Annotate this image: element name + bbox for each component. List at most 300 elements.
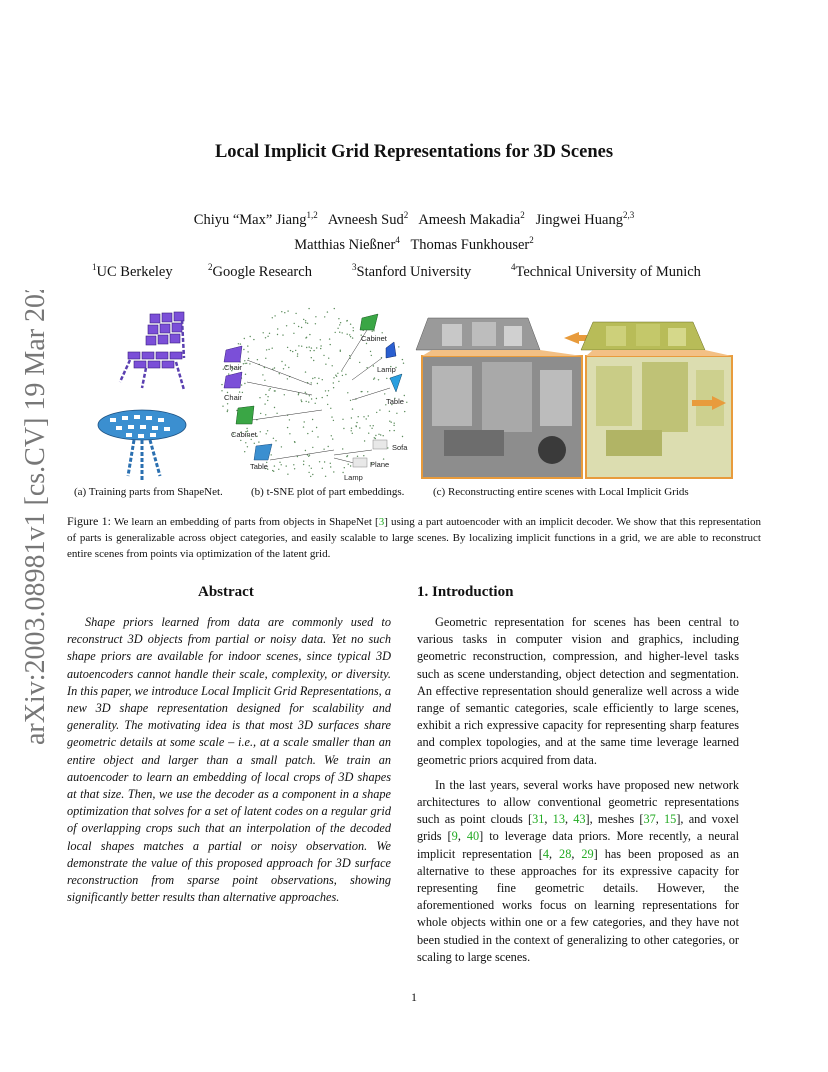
tsne-point (342, 448, 343, 449)
tsne-point (272, 348, 273, 349)
affiliation: $^2$Google Research (208, 262, 312, 280)
tsne-label: Cabinet (361, 334, 387, 343)
subcaption-c: (c) Reconstructing entire scenes with Local Implicit Grids (433, 486, 689, 498)
citation-link[interactable]: 40 (466, 829, 480, 844)
tsne-point (303, 461, 304, 462)
caption-label: Figure 1: (67, 514, 112, 528)
tsne-point (286, 325, 287, 326)
tsne-point (349, 334, 350, 335)
tsne-point (331, 435, 332, 436)
tsne-point (303, 464, 304, 465)
tsne-point (263, 332, 264, 333)
tsne-point (305, 337, 306, 338)
tsne-point (245, 374, 246, 375)
tsne-point (272, 317, 273, 318)
tsne-point (387, 447, 388, 448)
tsne-point (294, 468, 295, 469)
tsne-point (346, 456, 347, 457)
tsne-point (404, 395, 405, 396)
tsne-point (320, 345, 321, 346)
tsne-point (240, 343, 241, 344)
figure-caption: Figure 1: We learn an embedding of parts from objects in ShapeNet [3] using a part autoencoder with an implicit decoder. We show that this representation of parts is generalizable across object categories, and easily scalable to large scenes. By localizing implicit functions in a grid, we are able to reconstruct entire scenes from points via optimization of the latent grid. (67, 514, 761, 560)
tsne-point (276, 413, 277, 414)
tsne-point (393, 425, 394, 426)
tsne-point (259, 397, 260, 398)
tsne-point (293, 464, 294, 465)
tsne-point (394, 430, 395, 431)
tsne-point (347, 334, 348, 335)
tsne-point (328, 446, 329, 447)
tsne-point (351, 430, 352, 431)
tsne-point (345, 374, 346, 375)
tsne-point (247, 446, 248, 447)
citation-link[interactable]: 3 (378, 516, 385, 528)
affiliation: $^3$Stanford University (352, 262, 472, 280)
tsne-point (258, 441, 259, 442)
tsne-point (311, 398, 312, 399)
tsne-point (316, 398, 317, 399)
tsne-point (287, 310, 288, 311)
tsne-point (333, 471, 334, 472)
page-number: 1 (411, 990, 417, 1004)
tsne-point (273, 438, 274, 439)
tsne-point (350, 324, 351, 325)
tsne-point (264, 380, 265, 381)
tsne-label: Table (250, 462, 268, 471)
tsne-point (398, 346, 399, 347)
tsne-point (323, 449, 324, 450)
tsne-point (386, 378, 387, 379)
tsne-point (290, 350, 291, 351)
tsne-point (301, 327, 302, 328)
tsne-point (308, 472, 309, 473)
tsne-point (325, 476, 326, 477)
tsne-point (389, 430, 390, 431)
tsne-point (246, 363, 247, 364)
tsne-point (312, 447, 313, 448)
tsne-point (402, 359, 403, 360)
tsne-point (323, 355, 324, 356)
tsne-point (284, 394, 285, 395)
tsne-point (353, 330, 354, 331)
tsne-point (305, 371, 306, 372)
tsne-point (373, 330, 374, 331)
tsne-point (358, 416, 359, 417)
tsne-point (315, 403, 316, 404)
tsne-point (363, 455, 364, 456)
tsne-point (260, 413, 261, 414)
tsne-point (298, 326, 299, 327)
tsne-point (298, 394, 299, 395)
author: Ameesh Makadia (418, 211, 521, 228)
tsne-point (375, 435, 376, 436)
citation-link[interactable]: 43 (573, 812, 586, 827)
tsne-point (303, 319, 304, 320)
tsne-point (305, 322, 306, 323)
tsne-point (364, 440, 365, 441)
tsne-point (338, 318, 339, 319)
tsne-point (366, 343, 367, 344)
tsne-point (324, 316, 325, 317)
tsne-point (281, 361, 282, 362)
tsne-point (311, 347, 312, 348)
tsne-point (277, 328, 278, 329)
tsne-point (309, 395, 310, 396)
tsne-point (309, 334, 310, 335)
tsne-point (371, 428, 372, 429)
tsne-point (327, 404, 328, 405)
tsne-point (333, 382, 334, 383)
tsne-point (391, 422, 392, 423)
intro-paragraph-1: Geometric representation for scenes has been central to various tasks in computer vision and graphics, including geometric reconstruction, compression, and higher-level tasks such as scene understanding, object detection and segmentation. An effective representation should generalize well across a wide range of semantic categories, scale efficiently to large scenes, exhibit a rich expressive capacity for representing sharp features and complex topologies, and at the same time leverage learned geometric priors acquired from data. (417, 615, 739, 767)
tsne-label: Plane (370, 460, 390, 469)
tsne-point (312, 378, 313, 379)
subcaption-a: (a) Training parts from ShapeNet. (74, 486, 223, 498)
tsne-point (265, 414, 266, 415)
tsne-point (350, 400, 351, 401)
tsne-point (305, 392, 306, 393)
tsne-point (334, 308, 335, 309)
tsne-point (380, 434, 381, 435)
tsne-point (243, 363, 244, 364)
tsne-point (383, 435, 384, 436)
tsne-point (316, 427, 317, 428)
tsne-point (287, 378, 288, 379)
tsne-point (312, 474, 313, 475)
tsne-point (269, 333, 270, 334)
tsne-point (312, 419, 313, 420)
tsne-point (373, 425, 374, 426)
tsne-point (289, 419, 290, 420)
tsne-point (332, 438, 333, 439)
tsne-point (340, 322, 341, 323)
tsne-point (339, 324, 340, 325)
tsne-point (228, 373, 229, 374)
tsne-point (376, 412, 377, 413)
tsne-point (359, 362, 360, 363)
tsne-point (352, 433, 353, 434)
tsne-point (313, 360, 314, 361)
scene-reconstruction-image (416, 318, 732, 478)
tsne-point (359, 427, 360, 428)
tsne-point (329, 338, 330, 339)
citation-link[interactable]: 13 (552, 812, 565, 827)
abstract-heading: Abstract (198, 584, 254, 600)
tsne-point (244, 338, 245, 339)
tsne-point (267, 430, 268, 431)
tsne-point (353, 327, 354, 328)
tsne-point (331, 416, 332, 417)
tsne-point (295, 313, 296, 314)
citation-link[interactable]: 37 (643, 812, 656, 827)
tsne-point (301, 401, 302, 402)
tsne-point (245, 363, 246, 364)
tsne-point (253, 339, 254, 340)
arxiv-sidebar (14, 290, 54, 750)
tsne-point (285, 364, 286, 365)
tsne-point (402, 436, 403, 437)
tsne-point (308, 401, 309, 402)
tsne-point (396, 413, 397, 414)
tsne-point (245, 442, 246, 443)
tsne-point (363, 416, 364, 417)
tsne-point (310, 350, 311, 351)
tsne-point (332, 365, 333, 366)
tsne-point (355, 425, 356, 426)
tsne-point (266, 433, 267, 434)
tsne-point (325, 364, 326, 365)
paper-title: Local Implicit Grid Representations for 3D Scenes (214, 142, 614, 162)
tsne-point (337, 328, 338, 329)
tsne-point (317, 383, 318, 384)
tsne-point (307, 323, 308, 324)
tsne-point (274, 465, 275, 466)
tsne-point (368, 433, 369, 434)
citation-link[interactable]: 9 (451, 829, 458, 844)
tsne-point (244, 360, 245, 361)
tsne-point (281, 464, 282, 465)
tsne-point (295, 350, 296, 351)
tsne-label: Chair (224, 393, 242, 402)
affiliation: $^4$Technical University of Munich (511, 262, 701, 280)
tsne-point (327, 395, 328, 396)
tsne-point (265, 358, 266, 359)
tsne-label: Lamp (377, 365, 396, 374)
tsne-point (281, 446, 282, 447)
intro-text (417, 614, 739, 966)
tsne-point (287, 347, 288, 348)
tsne-point (250, 336, 251, 337)
author: Matthias Nießner (294, 236, 396, 253)
tsne-point (309, 465, 310, 466)
tsne-point (306, 401, 307, 402)
tsne-point (260, 431, 261, 432)
tsne-point (287, 474, 288, 475)
tsne-plot (221, 308, 408, 482)
tsne-point (289, 433, 290, 434)
tsne-point (227, 409, 228, 410)
tsne-point (406, 402, 407, 403)
tsne-point (361, 391, 362, 392)
tsne-point (265, 337, 266, 338)
tsne-point (311, 468, 312, 469)
tsne-point (339, 332, 340, 333)
tsne-point (366, 367, 367, 368)
tsne-point (313, 350, 314, 351)
tsne-point (243, 349, 244, 350)
tsne-point (283, 368, 284, 369)
tsne-point (389, 411, 390, 412)
tsne-point (274, 390, 275, 391)
tsne-point (268, 349, 269, 350)
tsne-point (264, 403, 265, 404)
abstract-text: Shape priors learned from data are commonly used to reconstruct 3D objects from partial or noisy data. Yet no such shape priors are available for indoor scenes, since typical 3D autoencoders cannot handle their scale, complexity, or diversity. In this paper, we introduce Local Implicit Grid Representations, a new 3D shape representation designed for scalability and generality. The motivating idea is that most 3D surfaces share geometric details at some scale – i.e., at a scale smaller than an entire object and larger than a small patch. We train an autoencoder to learn an embedding of local crops of 3D shapes at that size. Then, we use the decoder as a component in a shape optimization that solves for a set of latent codes on a regular grid of overlapping crops such that an interpolation of the decoded local shapes matches a partial or noisy observation. We demonstrate the value of this proposed approach for 3D surface reconstruction from sparse point observations, showing significantly better results than alternative approaches. (67, 615, 391, 905)
tsne-point (338, 381, 339, 382)
tsne-point (308, 308, 309, 309)
tsne-point (298, 345, 299, 346)
tsne-point (335, 332, 336, 333)
tsne-point (343, 428, 344, 429)
tsne-label: Lamp (344, 473, 363, 482)
tsne-point (370, 351, 371, 352)
tsne-point (309, 455, 310, 456)
tsne-point (322, 379, 323, 380)
tsne-point (384, 393, 385, 394)
tsne-point (319, 461, 320, 462)
tsne-point (328, 390, 329, 391)
tsne-point (350, 336, 351, 337)
tsne-point (344, 467, 345, 468)
tsne-point (293, 333, 294, 334)
author: Avneesh Sud (327, 211, 404, 228)
tsne-point (221, 384, 222, 385)
tsne-point (287, 427, 288, 428)
tsne-point (266, 349, 267, 350)
tsne-point (370, 425, 371, 426)
tsne-point (277, 334, 278, 335)
tsne-point (373, 379, 374, 380)
tsne-point (227, 403, 228, 404)
tsne-point (222, 406, 223, 407)
tsne-point (330, 463, 331, 464)
tsne-point (347, 320, 348, 321)
tsne-point (403, 363, 404, 364)
tsne-point (281, 311, 282, 312)
tsne-point (301, 399, 302, 400)
tsne-point (349, 355, 350, 356)
tsne-point (327, 311, 328, 312)
tsne-point (333, 377, 334, 378)
tsne-point (227, 411, 228, 412)
tsne-point (379, 409, 380, 410)
tsne-point (265, 394, 266, 395)
tsne-point (311, 357, 312, 358)
tsne-point (294, 441, 295, 442)
tsne-point (342, 332, 343, 333)
tsne-point (351, 417, 352, 418)
teaser-figure (72, 300, 758, 490)
tsne-point (279, 462, 280, 463)
tsne-point (247, 351, 248, 352)
tsne-point (275, 440, 276, 441)
tsne-point (316, 347, 317, 348)
tsne-point (254, 443, 255, 444)
shapenet-parts-image (98, 312, 186, 480)
tsne-point (371, 355, 372, 356)
tsne-point (342, 419, 343, 420)
tsne-point (297, 356, 298, 357)
tsne-point (328, 358, 329, 359)
tsne-point (352, 337, 353, 338)
tsne-point (373, 365, 374, 366)
author: Thomas Funkhouser (410, 236, 530, 253)
tsne-point (309, 346, 310, 347)
tsne-point (297, 456, 298, 457)
tsne-point (322, 468, 323, 469)
tsne-point (267, 336, 268, 337)
tsne-point (324, 461, 325, 462)
citation-link[interactable]: 29 (581, 846, 594, 861)
tsne-point (274, 407, 275, 408)
tsne-point (262, 374, 263, 375)
tsne-point (240, 440, 241, 441)
tsne-point (304, 421, 305, 422)
tsne-point (294, 323, 295, 324)
tsne-point (357, 456, 358, 457)
tsne-point (389, 421, 390, 422)
tsne-point (241, 384, 242, 385)
affiliation: $^1$UC Berkeley (92, 262, 173, 280)
tsne-point (317, 436, 318, 437)
tsne-point (314, 377, 315, 378)
tsne-point (330, 344, 331, 345)
tsne-point (337, 373, 338, 374)
tsne-point (312, 431, 313, 432)
tsne-point (330, 408, 331, 409)
tsne-point (292, 351, 293, 352)
tsne-point (238, 343, 239, 344)
tsne-point (335, 375, 336, 376)
tsne-point (320, 348, 321, 349)
tsne-point (351, 428, 352, 429)
tsne-point (244, 451, 245, 452)
citation-link[interactable]: 4 (542, 846, 550, 861)
tsne-point (284, 312, 285, 313)
citation-link[interactable]: 28 (559, 846, 572, 861)
tsne-label: Chair (224, 363, 242, 372)
author-list (0, 205, 828, 255)
author: Jingwei Huang (535, 211, 623, 228)
tsne-point (333, 420, 334, 421)
tsne-point (404, 411, 405, 412)
tsne-point (305, 320, 306, 321)
tsne-point (298, 393, 299, 394)
tsne-label: Sofa (392, 443, 408, 452)
author: Chiyu “Max” Jiang (193, 211, 307, 228)
tsne-point (249, 363, 250, 364)
tsne-point (368, 415, 369, 416)
tsne-point (274, 315, 275, 316)
tsne-point (375, 438, 376, 439)
tsne-point (318, 378, 319, 379)
intro-heading: 1. Introduction (417, 584, 514, 600)
tsne-point (221, 390, 222, 391)
tsne-point (247, 345, 248, 346)
subcaption-b: (b) t-SNE plot of part embeddings. (251, 486, 405, 498)
tsne-point (311, 382, 312, 383)
tsne-point (305, 450, 306, 451)
tsne-point (315, 316, 316, 317)
tsne-point (246, 428, 247, 429)
citation-link[interactable]: 15 (664, 812, 677, 827)
author-line-1: Chiyu “Max” Jiang$^{1,2}$ Avneesh Sud$^2$ Ameesh Makadia$^2$ Jingwei Huang$^{2,3}$ (193, 210, 635, 228)
tsne-point (322, 397, 323, 398)
tsne-point (350, 465, 351, 466)
tsne-point (366, 418, 367, 419)
citation-link[interactable]: 31 (532, 812, 545, 827)
tsne-point (306, 347, 307, 348)
author-line-2: Matthias Nießner$^4$ Thomas Funkhouser$^2$ (294, 234, 534, 253)
tsne-point (307, 433, 308, 434)
tsne-point (342, 375, 343, 376)
tsne-point (378, 434, 379, 435)
tsne-point (248, 358, 249, 359)
arxiv-id: arXiv:2003.08981v1 [cs.CV] 19 Mar 2020 (20, 290, 51, 745)
tsne-point (394, 423, 395, 424)
tsne-point (257, 359, 258, 360)
tsne-point (378, 379, 379, 380)
tsne-point (347, 392, 348, 393)
